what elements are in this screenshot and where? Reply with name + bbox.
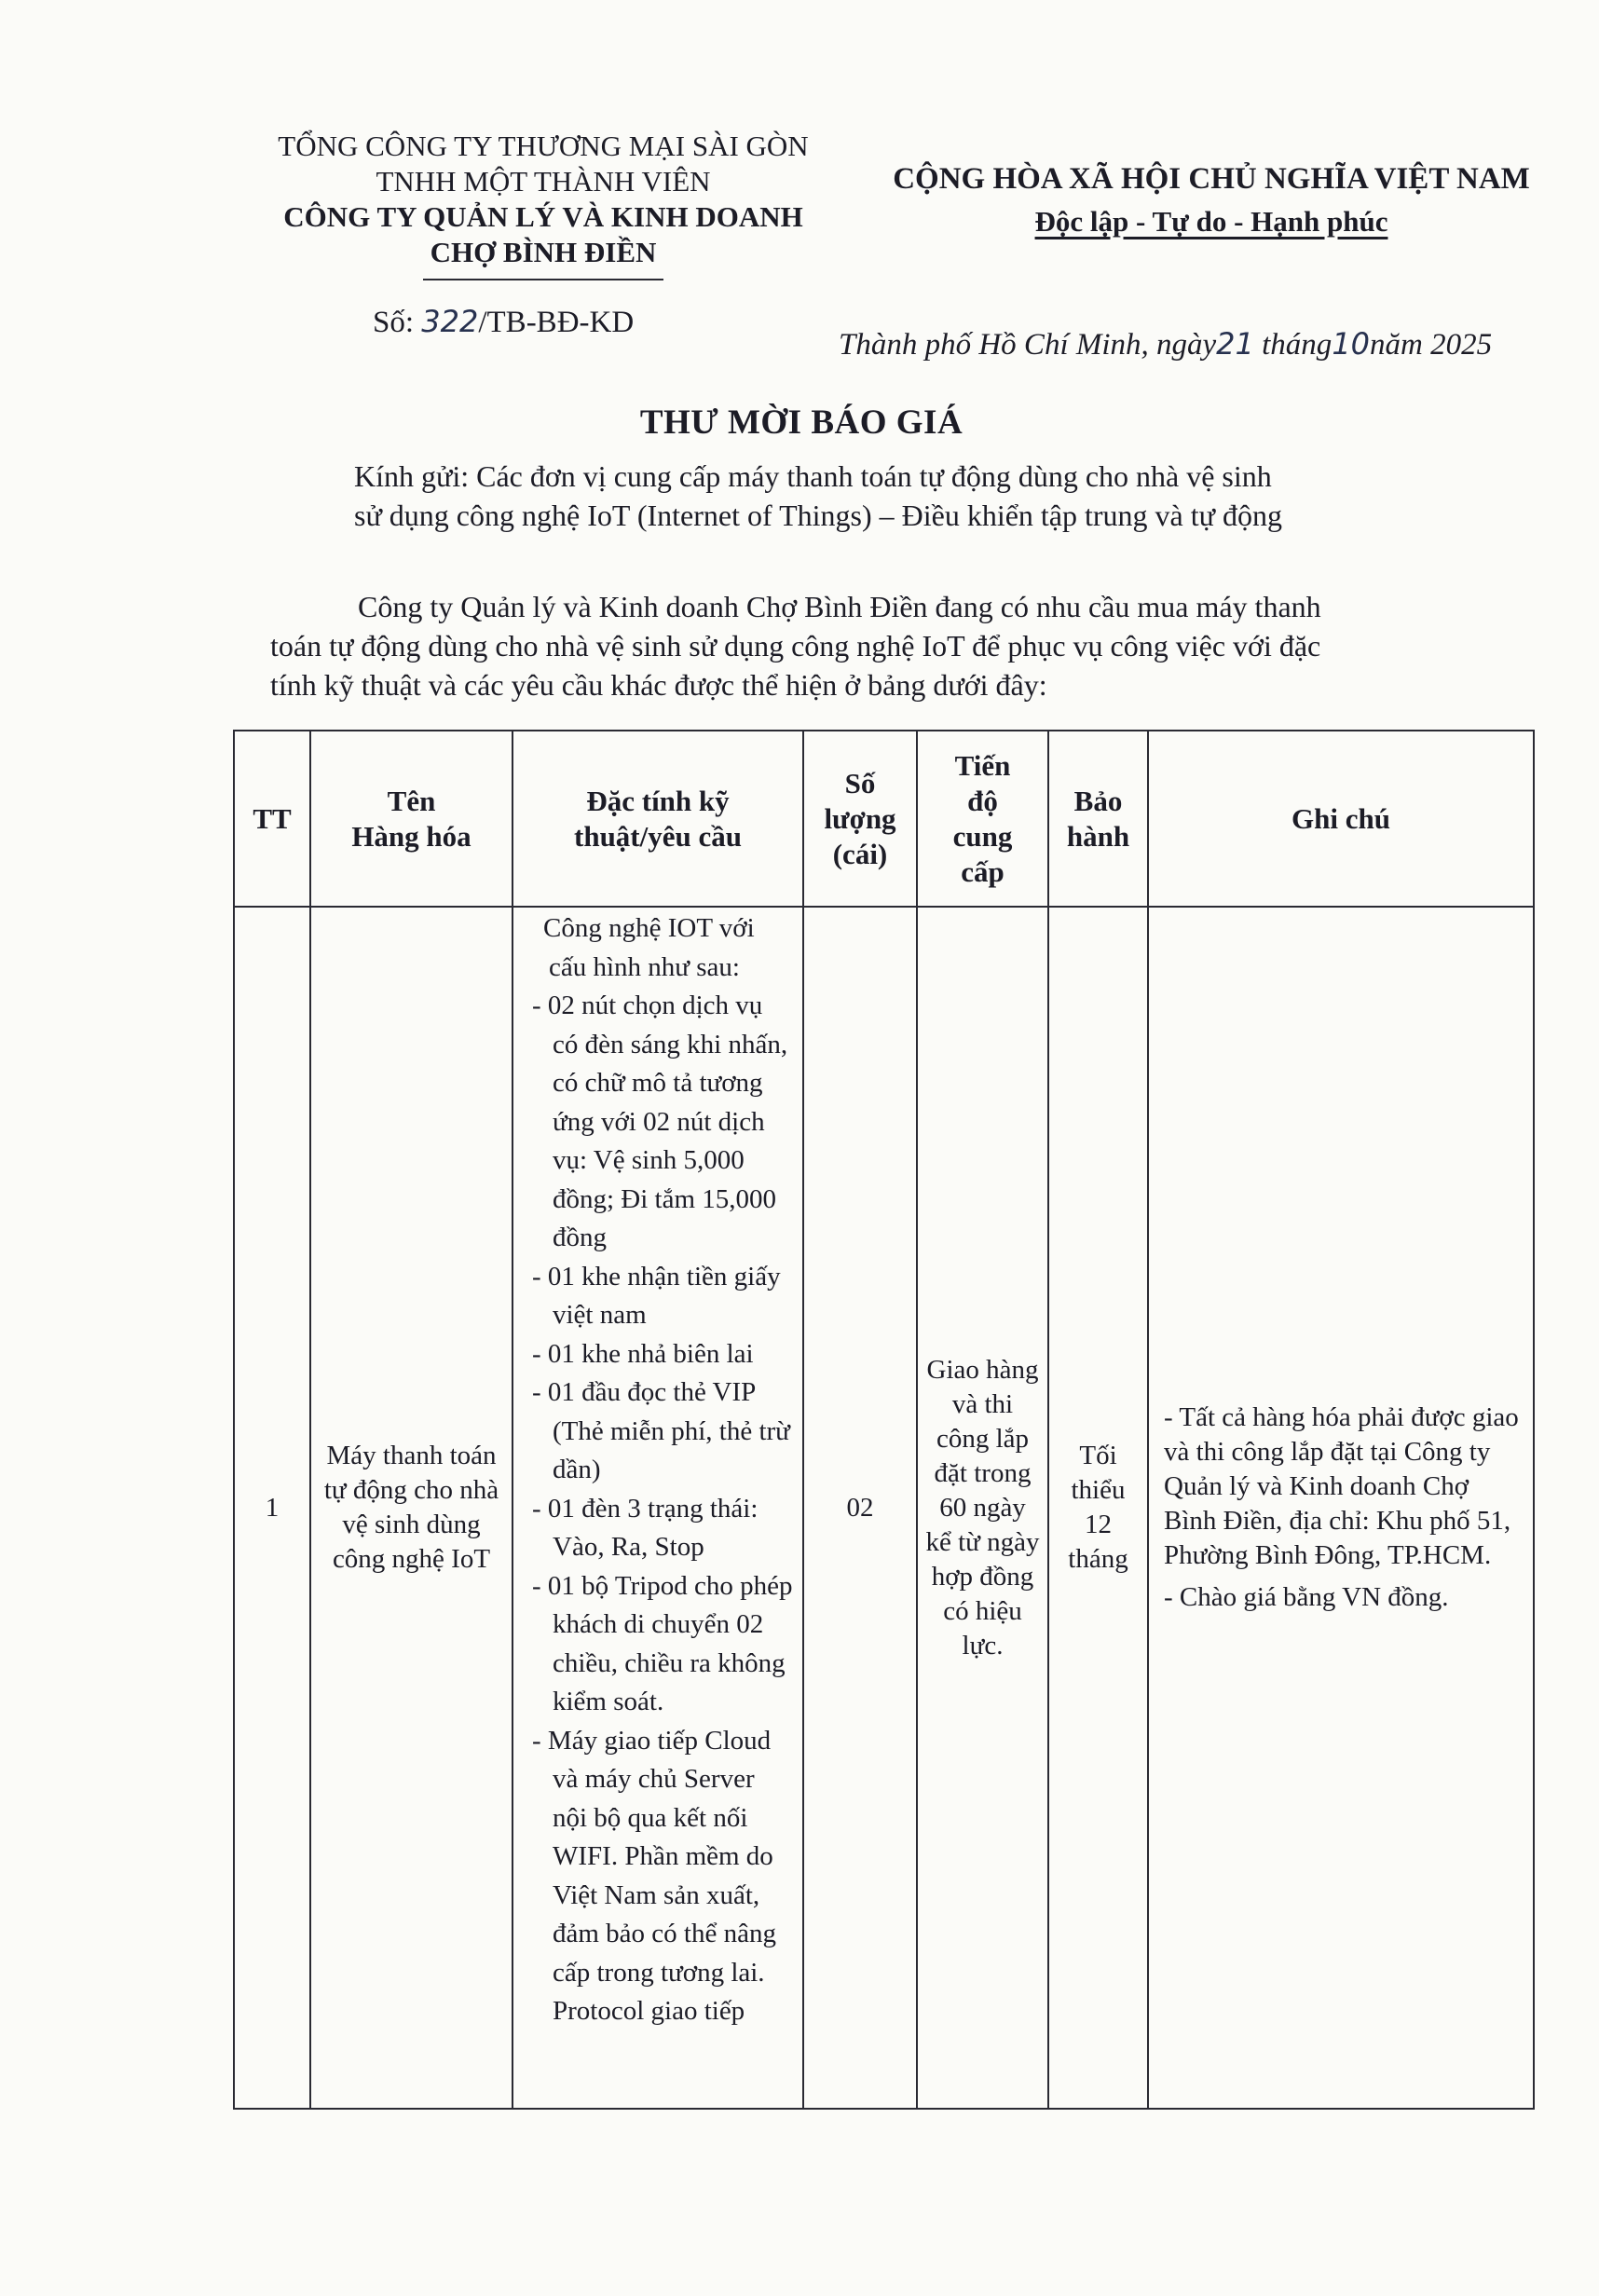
national-motto: Độc lập - Tự do - Hạnh phúc bbox=[1034, 205, 1388, 238]
issuer-underline bbox=[423, 279, 663, 280]
header-prog-line-4: cấp bbox=[961, 854, 1004, 888]
month-label: tháng bbox=[1262, 328, 1332, 362]
header-qty-line-3: (cái) bbox=[832, 837, 888, 870]
spec-item: - Máy giao tiếp Cloud và máy chủ Server nội bộ qua kết nối WIFI. Phần mềm do Việt Nam sản xuất, đảm bảo có thể nâng cấp trong tương lai. Protocol giao tiếp bbox=[532, 1725, 776, 2026]
intro-line-2: toán tự động dùng cho nhà vệ sinh sử dụng công nghệ IoT để phục vụ công việc với đặc bbox=[270, 629, 1321, 663]
date-line bbox=[839, 326, 1492, 362]
header-qty-line-1: Số bbox=[844, 766, 876, 800]
header-notes: Ghi chú bbox=[1148, 731, 1534, 907]
row-tt: 1 bbox=[234, 907, 310, 2109]
spec-item: - 01 bộ Tripod cho phép khách di chuyển 02 chiều, chiều ra không kiểm soát. bbox=[532, 1570, 793, 1716]
header-tt: TT bbox=[234, 731, 310, 907]
header-spec-line-1: Đặc tính kỹ bbox=[586, 784, 730, 817]
header-warr-line-2: hành bbox=[1066, 819, 1130, 853]
row-quantity: 02 bbox=[803, 907, 917, 2109]
row-notes bbox=[1148, 907, 1534, 2109]
year-label: năm 2025 bbox=[1370, 328, 1493, 362]
note-item: - Tất cả hàng hóa phải được giao và thi công lắp đặt tại Công ty Quản lý và Kinh doanh Chợ Bình Điền, địa chỉ: Khu phố 51, Phường Bình Đông, TP.HCM. bbox=[1164, 1402, 1519, 1570]
national-header bbox=[867, 160, 1556, 239]
header-quantity bbox=[803, 731, 917, 907]
date-prefix: Thành phố Hồ Chí Minh, ngày bbox=[839, 328, 1217, 362]
header-name-line-2: Hàng hóa bbox=[351, 819, 472, 853]
spec-item: - 02 nút chọn dịch vụ có đèn sáng khi nhấn, có chữ mô tả tương ứng với 02 nút dịch vụ: Vệ sinh 5,000 đồng; Đi tắm 15,000 đồng bbox=[532, 991, 788, 1252]
note-item: - Chào giá bằng VN đồng. bbox=[1164, 1582, 1449, 1612]
header-progress bbox=[917, 731, 1048, 907]
spec-intro: Công nghệ IOT với cấu hình như sau: bbox=[543, 913, 755, 982]
row-progress: Giao hàng và thi công lắp đặt trong 60 ngày kể từ ngày hợp đồng có hiệu lực. bbox=[917, 907, 1048, 2109]
header-spec-line-2: thuật/yêu cầu bbox=[574, 819, 742, 853]
quotation-table bbox=[233, 730, 1535, 2110]
document-title: THƯ MỜI BÁO GIÁ bbox=[639, 403, 964, 442]
company-name-2: CHỢ BÌNH ĐIỀN bbox=[430, 236, 657, 268]
header-warr-line-1: Bảo bbox=[1073, 784, 1123, 817]
handwritten-month: 10 bbox=[1332, 326, 1371, 362]
recipient-line-1: Kính gửi: Các đơn vị cung cấp máy thanh toán tự động dùng cho nhà vệ sinh bbox=[354, 459, 1272, 493]
intro-line-3: tính kỹ thuật và các yêu cầu khác được thể hiện ở bảng dưới đây: bbox=[270, 668, 1047, 702]
document-number bbox=[373, 304, 634, 340]
header-item-name bbox=[310, 731, 512, 907]
row-spec bbox=[512, 907, 803, 2109]
header-name-line-1: Tên bbox=[387, 784, 436, 817]
header-prog-line-2: độ bbox=[967, 784, 998, 817]
nation-name: CỘNG HÒA XÃ HỘI CHỦ NGHĨA VIỆT NAM bbox=[893, 162, 1530, 196]
header-prog-line-3: cung bbox=[952, 819, 1013, 853]
spec-item: - 01 khe nhả biên lai bbox=[532, 1338, 754, 1369]
row-item-name: Máy thanh toán tự động cho nhà vệ sinh dùng công nghệ IoT bbox=[310, 907, 512, 2109]
number-suffix: /TB-BĐ-KD bbox=[478, 306, 635, 339]
recipient-line-2: sử dụng công nghệ IoT (Internet of Things) – Điều khiển tập trung và tự động bbox=[354, 499, 1282, 532]
row-warranty: Tối thiểu 12 tháng bbox=[1048, 907, 1148, 2109]
issuer-block bbox=[244, 129, 842, 270]
header-warranty bbox=[1048, 731, 1148, 907]
header-qty-line-2: lượng bbox=[824, 801, 896, 835]
spec-item: - 01 đèn 3 trạng thái: Vào, Ra, Stop bbox=[532, 1493, 758, 1562]
company-name: CÔNG TY QUẢN LÝ VÀ KINH DOANH bbox=[283, 200, 803, 233]
header-spec bbox=[512, 731, 803, 907]
spec-item: - 01 khe nhận tiền giấy việt nam bbox=[532, 1261, 781, 1330]
parent-company-type: TNHH MỘT THÀNH VIÊN bbox=[376, 165, 711, 198]
header-prog-line-1: Tiến bbox=[954, 748, 1011, 782]
spec-item: - 01 đầu đọc thẻ VIP (Thẻ miễn phí, thẻ trừ dần) bbox=[532, 1377, 790, 1484]
number-prefix: Số: bbox=[373, 306, 415, 339]
table-row bbox=[234, 907, 1534, 2109]
table-header-row bbox=[234, 731, 1534, 907]
handwritten-day: 21 bbox=[1216, 326, 1254, 362]
intro-line-1: Công ty Quản lý và Kinh doanh Chợ Bình Điền đang có nhu cầu mua máy thanh bbox=[358, 590, 1321, 623]
handwritten-number: 322 bbox=[421, 304, 479, 339]
parent-company-name: TỔNG CÔNG TY THƯƠNG MẠI SÀI GÒN bbox=[278, 130, 809, 162]
